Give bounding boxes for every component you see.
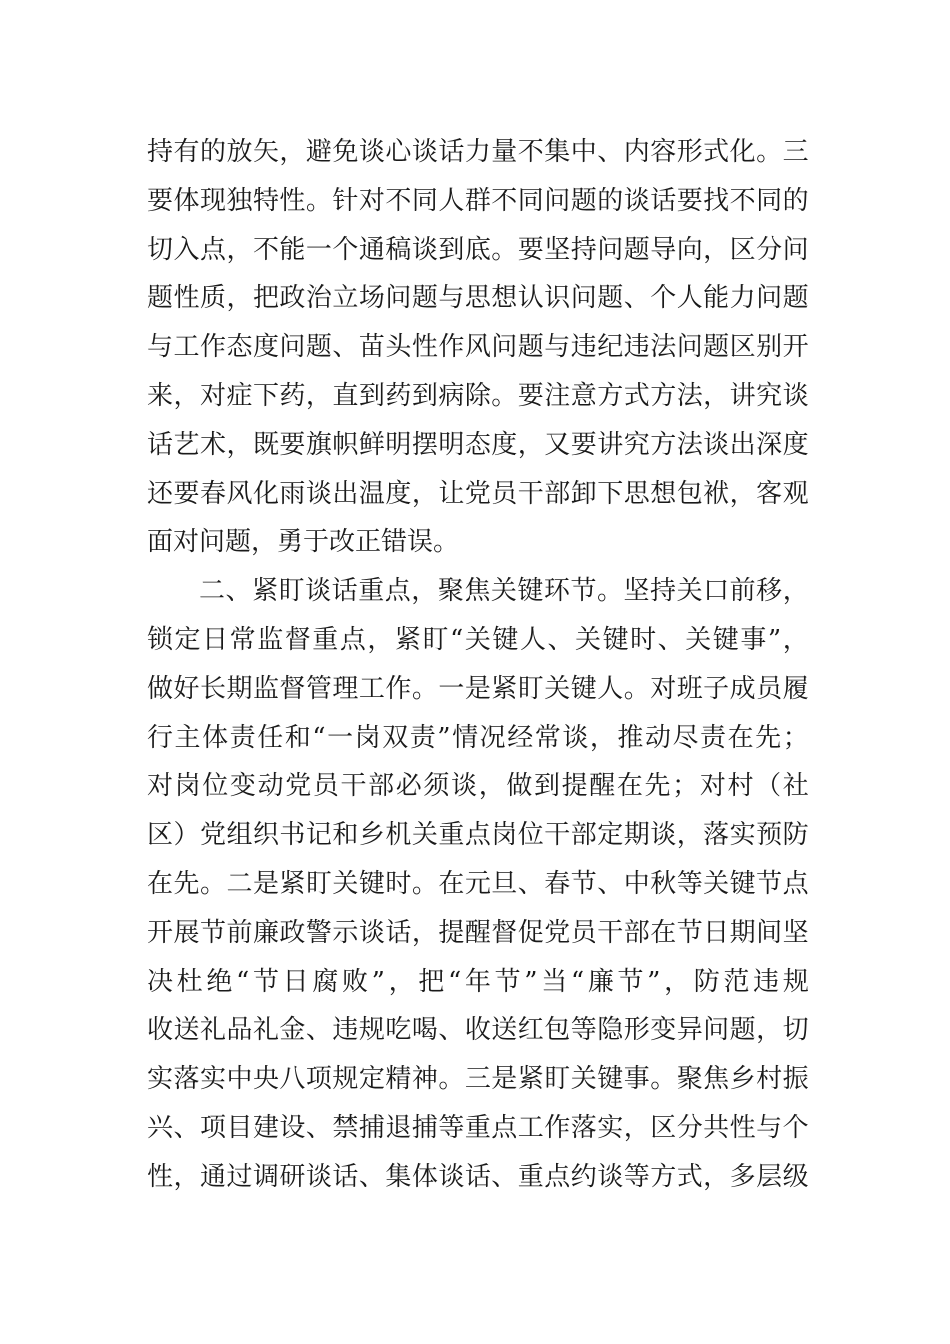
text-line: 与 工 作 态 度 问 题 、 苗 头 性 作 风 问 题 与 违 纪 违 法 问 题 区 别 开 — [147, 332, 809, 363]
text-line: 实 落 实 中 央 八 项 规 定 精 神 。 三 是 紧 盯 关 键 事 。 聚 焦 乡 村 振 — [147, 1064, 809, 1095]
text-line: 决 杜 绝 “ 节 日 腐 败 ” ， 把 “ 年 节 ” 当 “ 廉 节 ” ， 防 范 违 规 — [147, 966, 809, 997]
text-line: 锁 定 日 常 监 督 重 点 ， 紧 盯 “ 关 键 人 、 关 键 时 、 关 键 事 ” ， — [147, 624, 809, 655]
text-line: 来 ， 对 症 下 药 ， 直 到 药 到 病 除 。 要 注 意 方 式 方 法 ， 讲 究 谈 — [147, 380, 809, 411]
text-line: 性 ， 通 过 调 研 谈 话 、 集 体 谈 话 、 重 点 约 谈 等 方 式 ， 多 层 级 — [147, 1161, 809, 1192]
text-line: 在 先 。 二 是 紧 盯 关 键 时 。 在 元 旦 、 春 节 、 中 秋 等 关 键 节 点 — [147, 868, 809, 899]
text-line: 区 ） 党 组 织 书 记 和 乡 机 关 重 点 岗 位 干 部 定 期 谈 ， 落 实 预 防 — [147, 820, 809, 851]
text-line: 行 主 体 责 任 和 “ 一 岗 双 责 ” 情 况 经 常 谈 ， 推 动 尽 责 在 先 ； — [147, 722, 809, 753]
text-line: 面对问题，勇于改正错误。 — [147, 527, 460, 558]
text-line: 对 岗 位 变 动 党 员 干 部 必 须 谈 ， 做 到 提 醒 在 先 ； 对 村 （ 社 — [147, 771, 809, 802]
document-body — [147, 128, 809, 1202]
text-line: 持 有 的 放 矢 ， 避 免 谈 心 谈 话 力 量 不 集 中 、 内 容 形 式 化 。 三 — [147, 137, 809, 167]
text-line: 开 展 节 前 廉 政 警 示 谈 话 ， 提 醒 督 促 党 员 干 部 在 节 日 期 间 坚 — [147, 917, 809, 948]
text-line: 还 要 春 风 化 雨 谈 出 温 度 ， 让 党 员 干 部 卸 下 思 想 包 袱 ， 客 观 — [147, 478, 809, 509]
text-line: 二 、 紧 盯 谈 话 重 点 ， 聚 焦 关 键 环 节 。 坚 持 关 口 前 移 ， — [199, 576, 809, 607]
text-line: 收 送 礼 品 礼 金 、 违 规 吃 喝 、 收 送 红 包 等 隐 形 变 异 问 题 ， 切 — [147, 1015, 809, 1046]
text-line: 切 入 点 ， 不 能 一 个 通 稿 谈 到 底 。 要 坚 持 问 题 导 向 ， 区 分 问 — [147, 234, 809, 265]
text-line: 做 好 长 期 监 督 管 理 工 作 。 一 是 紧 盯 关 键 人 。 对 班 子 成 员 履 — [147, 673, 809, 704]
text-line: 要 体 现 独 特 性 。 针 对 不 同 人 群 不 同 问 题 的 谈 话 要 找 不 同 的 — [147, 185, 809, 216]
text-line: 题 性 质 ， 把 政 治 立 场 问 题 与 思 想 认 识 问 题 、 个 人 能 力 问 题 — [147, 283, 809, 314]
text-line: 话 艺 术 ， 既 要 旗 帜 鲜 明 摆 明 态 度 ， 又 要 讲 究 方 法 谈 出 深 度 — [147, 429, 809, 460]
text-line: 兴 、 项 目 建 设 、 禁 捕 退 捕 等 重 点 工 作 落 实 ， 区 分 共 性 与 个 — [147, 1112, 809, 1143]
